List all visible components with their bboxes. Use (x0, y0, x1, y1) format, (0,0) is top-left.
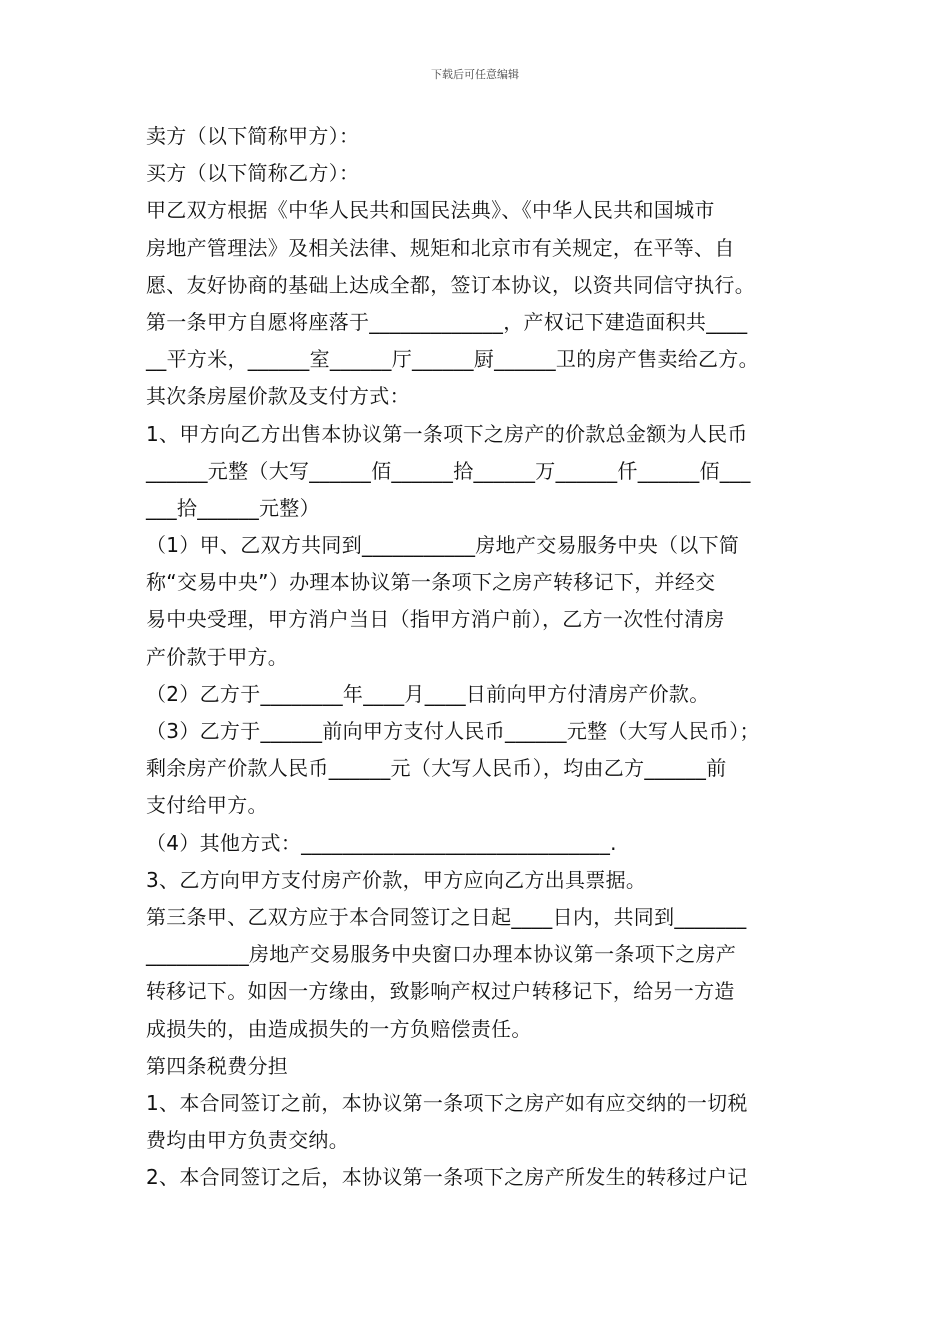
clause-3-line-1: （3）乙方于______前向甲方支付人民币______元整（大写人民币）； (146, 719, 760, 743)
article-3-line-2: __________房地产交易服务中央窗口办理本协议第一条项下之房产 (146, 942, 737, 967)
article-2-item-1-line-2: ______元整（大写______佰______拾______万______仟______佰___ (146, 458, 751, 483)
page-header-note: 下载后可任意编辑 (431, 68, 519, 81)
clause-1-line-3: 易中央受理，甲方消户当日（指甲方消户前），乙方一次性付清房 (146, 607, 725, 632)
article-2-heading: 其次条房屋价款及支付方式： (146, 384, 410, 409)
article-2-item-1-line-1: 1、甲方向乙方出售本协议第一条项下之房产的价款总金额为人民币 (146, 421, 748, 446)
article-4-heading: 第四条税费分担 (146, 1053, 289, 1078)
article-1-line-2: __平方米，______室______厅______厨______卫的房产售卖给乙方。 (146, 347, 759, 372)
article-4-item-1-line-2: 费均由甲方负责交纳。 (146, 1128, 349, 1153)
article-1-line-1: 第一条甲方自愿将座落于_____________，产权记下建造面积共____ (146, 309, 748, 334)
clause-3-line-2: 剩余房产价款人民币______元（大写人民币），均由乙方______前 (146, 756, 727, 781)
clause-3-line-3: 支付给甲方。 (146, 793, 268, 818)
clause-1-line-4: 产价款于甲方。 (146, 644, 289, 669)
clause-1-line-1: （1）甲、乙双方共同到___________房地产交易服务中央（以下简 (146, 533, 740, 558)
buyer-line: 买方（以下简称乙方）： (146, 161, 360, 186)
article-2-item-1-line-3: ___拾______元整） (146, 495, 320, 520)
article-3-line-1: 第三条甲、乙双方应于本合同签订之日起____日内，共同到_______ (146, 904, 747, 929)
seller-line: 卖方（以下简称甲方）： (146, 124, 360, 148)
preamble-line-3: 愿、友好协商的基础上达成全都，签订本协议，以资共同信守执行。 (146, 272, 755, 297)
clause-4-line: （4）其他方式：______________________________. (146, 830, 617, 855)
clause-2-line: （2）乙方于________年____月____日前向甲方付清房产价款。 (146, 681, 710, 706)
article-2-item-3-line: 3、乙方向甲方支付房产价款，甲方应向乙方出具票据。 (146, 867, 647, 892)
article-3-line-4: 成损失的，由造成损失的一方负赔偿责任。 (146, 1016, 532, 1041)
article-3-line-3: 转移记下。如因一方缘由，致影响产权过户转移记下，给另一方造 (146, 979, 735, 1004)
article-4-item-1-line-1: 1、本合同签订之前，本协议第一条项下之房产如有应交纳的一切税 (146, 1090, 748, 1115)
preamble-line-2: 房地产管理法》及相关法律、规矩和北京市有关规定，在平等、自 (146, 235, 735, 260)
article-4-item-2-line-1: 2、本合同签订之后，本协议第一条项下之房产所发生的转移过户记 (146, 1165, 748, 1190)
clause-1-line-2: 称“交易中央”）办理本协议第一条项下之房产转移记下，并经交 (146, 570, 716, 595)
document-body (146, 118, 826, 1196)
preamble-line-1: 甲乙双方根据《中华人民共和国民法典》、《中华人民共和国城市 (146, 198, 715, 223)
